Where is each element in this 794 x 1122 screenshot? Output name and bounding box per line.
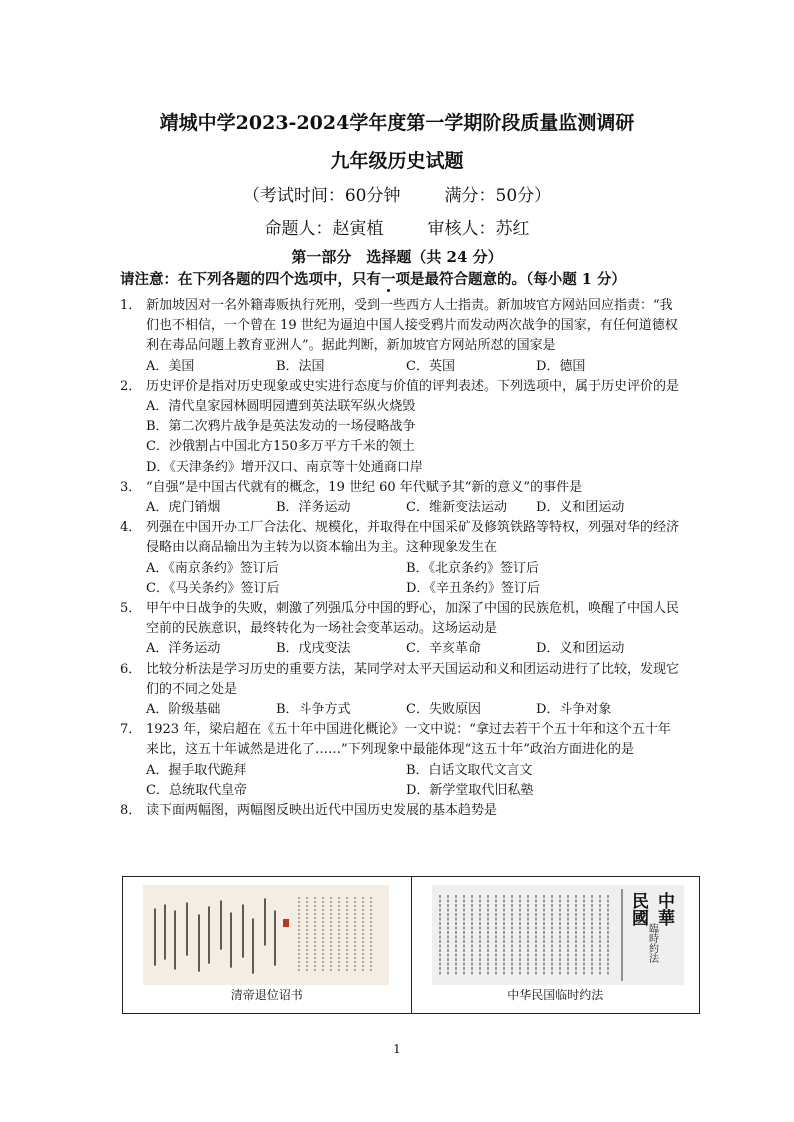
question-6: 6． 比较分析法是学习历史的重要方法，某同学对太平天国运动和义和团运动进行了比较，发现它们的不同之处是 A．阶级基础 B．斗争方式 C．失败原因 D．斗争对象 [120,660,680,721]
question-text: “自强”是中国古代就有的概念，19 世纪 60 年代赋予其“新的意义”的事件是 [146,479,583,495]
author-info [0,214,794,239]
school-title: 靖城中学2023-2024学年度第一学期阶段质量监测调研 [159,112,635,134]
option-b: B．斗争方式 [276,702,351,718]
question-text: 列强在中国开办工厂合法化、规模化，并取得在中国采矿及修筑铁路等特权，列强对华的经济侵略由以商品输出为主转为以资本输出为主。这种现象发生在 [146,520,680,556]
option-b: B．第二次鸦片战争是英法发动的一场侵略战争 [146,419,416,435]
constitution-title-zhonghua: 中華 [653,892,674,926]
option-c: C．失败原因 [406,702,481,718]
figure-abdication-edict [123,877,411,1013]
question-text: 历史评价是指对历史现象或史实进行态度与价值的评判表述。下列选项中，属于历史评价的是 [146,378,680,394]
option-c: C．辛亥革命 [406,641,481,657]
section-title: 第一部分 选择题（共 24 分） [291,248,503,266]
question-7: 7． 1923 年，梁启超在《五十年中国进化概论》一文中说：“拿过去若干个五十年和这个五十年来比，这五十年诚然是进化了……”下列现象中最能体现“这五十年”政治方面进化的是 A．握手取代跪拜 B．白话文取代文言文 C．总统取代皇帝 D．新学堂取代旧私塾 [120,720,680,801]
emphasis-dot: 一 [381,271,396,288]
option-b: B．白话文取代文言文 [406,762,533,778]
option-b: B．戊戌变法 [276,641,351,657]
question-8: 8． 读下面两幅图，两幅图反映出近代中国历史发展的基本趋势是 [120,803,498,819]
option-a: A．虎门销烟 [146,500,221,516]
subject-title: 九年级历史试题 [330,150,464,172]
figure-provisional-constitution [411,877,700,1013]
abdication-edict-image [143,885,389,985]
option-c: C．维新变法运动 [406,500,507,516]
question-text: 新加坡因对一名外籍毒贩执行死刑，受到一些西方人士指责。新加坡官方网站回应指责：“我们也不相信，一个曾在 19 世纪为逼迫中国人接受鸦片而发动两次战争的国家，有任何道德权利在毒品问题上教育亚洲人”。据此判断，新加坡官方网站所怼的国家是 [146,298,678,354]
option-b: B．法国 [276,358,325,374]
option-d: D．《天津条约》增开汉口、南京等十处通商口岸 [146,459,423,475]
option-c: C．沙俄割占中国北方150多万平方千米的领土 [146,439,415,455]
option-a: A．阶级基础 [146,702,221,718]
question-text: 1923 年，梁启超在《五十年中国进化概论》一文中说：“拿过去若干个五十年和这个五十年来比，这五十年诚然是进化了……”下列现象中最能体现“这五十年”政治方面进化的是 [146,722,671,758]
option-a: A．清代皇家园林圆明园遭到英法联军纵火烧毁 [146,399,416,415]
option-a: A．握手取代跪拜 [146,762,247,778]
option-b: B．洋务运动 [276,500,351,516]
option-a: A．洋务运动 [146,641,221,657]
reviewer: 审核人：苏红 [427,219,530,239]
option-b: B．《北京条约》签订后 [406,560,540,576]
option-d: D．新学堂取代旧私塾 [406,782,534,798]
question-5: 5． 甲午中日战争的失败，刺激了列强瓜分中国的野心，加深了中国的民族危机，唤醒了中国人民空前的民族意识，最终转化为一场社会变革运动。这场运动是 A．洋务运动 B．戊戌变法 C．辛亥革命 D．义和团运动 [120,599,680,660]
option-c: C．英国 [406,358,455,374]
option-a: A．《南京条约》签订后 [146,560,279,576]
author: 命题人：赵寅植 [264,219,384,239]
option-c: C．《马关条约》签订后 [146,580,280,596]
figure-table [122,876,700,1014]
provisional-constitution-image [432,885,684,985]
option-a: A．美国 [146,358,195,374]
option-d: D．义和团运动 [536,641,625,657]
option-d: D．义和团运动 [536,500,625,516]
exam-time: （考试时间：60分钟 [242,186,401,206]
question-4: 4． 列强在中国开办工厂合法化、规模化，并取得在中国采矿及修筑铁路等特权，列强对华的经济侵略由以商品输出为主转为以资本输出为主。这种现象发生在 A．《南京条约》签订后 B．《北京条约》签订后 C．《马关条约》签订后 D．《辛丑条约》签订后 [120,518,680,599]
question-2: 2． 历史评价是指对历史现象或史实进行态度与价值的评判表述。下列选项中，属于历史评价的是 A．清代皇家园林圆明园遭到英法联军纵火烧毁 B．第二次鸦片战争是英法发动的一场侵略战争 C．沙俄割占中国北方150多万平方千米的领土 D．《天津条约》增开汉口、南京等十处通商口岸 [120,377,680,478]
constitution-title-minguo: 民國 [627,892,648,926]
exam-info [0,181,794,206]
option-d: D．《辛丑条约》签订后 [406,580,540,596]
question-list [120,296,680,821]
page-number: 1 [393,1042,401,1056]
constitution-subtitle: 臨時約法 [646,923,657,963]
question-text: 读下面两幅图，两幅图反映出近代中国历史发展的基本趋势是 [146,803,498,819]
section-notice: 请注意：在下列各题的四个选项中，只有一项是最符合题意的。（每小题 1 分） [120,271,626,288]
figure-caption: 清帝退位诏书 [230,988,303,1002]
question-1: 1． 新加坡因对一名外籍毒贩执行死刑，受到一些西方人士指责。新加坡官方网站回应指责：“我们也不相信，一个曾在 19 世纪为逼迫中国人接受鸦片而发动两次战争的国家，有任何道德权利在毒品问题上教育亚洲人”。据此判断，新加坡官方网站所怼的国家是 A．美国 B．法国 C．英国 D．德国 [120,296,680,377]
option-d: D．斗争对象 [536,702,612,718]
full-score: 满分：50分） [444,186,552,206]
option-c: C．总统取代皇帝 [146,782,247,798]
figure-caption: 中华民国临时约法 [507,988,604,1002]
option-d: D．德国 [536,358,586,374]
question-3: 3． “自强”是中国古代就有的概念，19 世纪 60 年代赋予其“新的意义”的事件是 A．虎门销烟 B．洋务运动 C．维新变法运动 D．义和团运动 [120,478,680,518]
question-text: 比较分析法是学习历史的重要方法，某同学对太平天国运动和义和团运动进行了比较，发现它们的不同之处是 [146,661,680,697]
question-text: 甲午中日战争的失败，刺激了列强瓜分中国的野心，加深了中国的民族危机，唤醒了中国人民空前的民族意识，最终转化为一场社会变革运动。这场运动是 [146,601,680,637]
